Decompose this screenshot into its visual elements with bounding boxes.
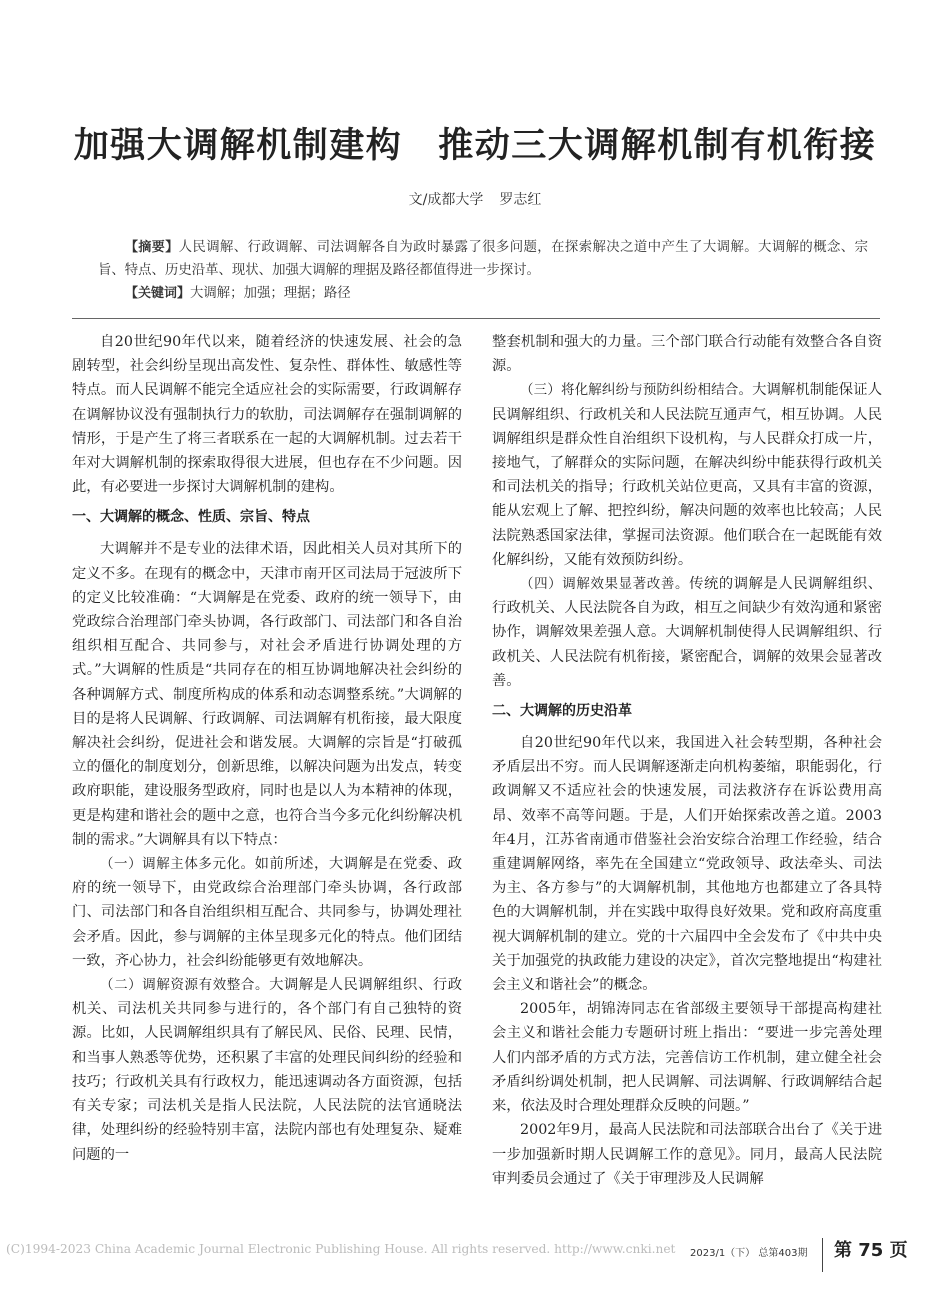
paragraph <box>72 852 462 973</box>
paragraph <box>492 572 882 693</box>
right-column <box>492 330 882 1191</box>
paragraph-continued: 整套机制和强大的力量。三个部门联合行动能有效整合各自资源。 <box>492 334 882 375</box>
author-affiliation: 文/成都大学 <box>408 192 484 208</box>
abstract-block <box>98 236 868 305</box>
url-fragment: http://www.cnki.net <box>554 1242 676 1256</box>
paragraph-text: 大调解是人民调解组织、行政机关、司法机关共同参与进行的，各个部门有自己独特的资源。比如，人民调解组织具有了解民风、民俗、民理、民情，和当事人熟悉等优势，还积累了丰富的处理民间纠纷的经验和技巧；行政机关具有行政权力，能迅速调动各方面资源，包括有关专家；司法机关是指人民法院，人民法院的法官通晓法律，处理纠纷的经验特别丰富，法院内部也有处理复杂、疑难问题的一 <box>72 977 463 1163</box>
abstract <box>98 236 868 282</box>
copyright-text: (C)1994-2023 China Academic Journal Electronic Publishing House. All rights reserved. <box>6 1242 551 1256</box>
paragraph: 大调解并不是专业的法律术语，因此相关人员对其所下的定义不多。在现有的概念中，天津市南开区司法局于冠波所下的定义比较准确：“大调解是在党委、政府的统一领导下，由党政综合治理部门牵头协调，各行政部门、司法部门和各自治组织相互配合、共同参与，对社会矛盾进行协调处理的方式。”大调解的性质是“共同存在的相互协调地解决社会纠纷的各种调解方式、制度所构成的体系和动态调整系统。”大调解的目的是将人民调解、行政调解、司法调解有机衔接，最大限度解决社会纠纷，促进社会和谐发展。大调解的宗旨是“打破孤立的僵化的制度划分，创新思维，以解决问题为出发点，转变政府职能，建设服务型政府，同时也是以人为本精神的体现，更是构建和谐社会的题中之意，也符合当今多元化纠纷解决机制的需求。”大调解具有以下特点： <box>72 541 462 848</box>
title-part-1: 加强大调解机制建构 <box>73 125 403 166</box>
subheading-lead: （三）将化解纠纷与预防纠纷相结合。 <box>520 382 753 399</box>
footer-divider <box>822 1238 823 1272</box>
title-part-2: 推动三大调解机制有机衔接 <box>438 125 877 166</box>
author-name: 罗志红 <box>499 192 542 208</box>
page-footer <box>0 1232 950 1272</box>
paragraph: 自20世纪90年代以来，随着经济的快速发展、社会的急剧转型，社会纠纷呈现出高发性、复杂性、群体性、敏感性等特点。而人民调解不能完全适应社会的实际需要，行政调解存在调解协议没有强制执行力的软肋，司法调解存在强制调解的情形，于是产生了将三者联系在一起的大调解机制。过去若干年对大调解机制的探索取得很大进展，但也存在不少问题。因此，有必要进一步探讨大调解机制的建构。 <box>72 334 462 496</box>
copyright-notice <box>6 1242 675 1256</box>
paragraph: 2005年，胡锦涛同志在省部级主要领导干部提高构建社会主义和谐社会能力专题研讨班上指出：“要进一步完善处理人们内部矛盾的方式方法，完善信访工作机制，建立健全社会矛盾纠纷调处机制，把人民调解、司法调解、行政调解结合起来，依法及时合理处理群众反映的问题。” <box>492 1001 882 1115</box>
paragraph-text: 如前所述，大调解是在党委、政府的统一领导下，由党政综合治理部门牵头协调，各行政部门、司法部门和各自治组织相互配合、共同参与，协调处理社会矛盾。因此，参与调解的主体呈现多元化的特点。他们团结一致，齐心协力，社会纠纷能够更有效地解决。 <box>72 856 463 969</box>
section-divider <box>72 318 880 319</box>
subheading-lead: （一）调解主体多元化。 <box>100 856 255 873</box>
keywords <box>98 282 868 305</box>
paragraph <box>72 973 462 1167</box>
author-line <box>0 189 950 209</box>
keywords-label: 【关键词】 <box>125 286 191 301</box>
section-heading: 二、大调解的历史沿革 <box>492 703 632 720</box>
left-column <box>72 330 462 1167</box>
section-heading: 一、大调解的概念、性质、宗旨、特点 <box>72 509 310 526</box>
paragraph <box>492 378 882 572</box>
article-title <box>0 118 950 168</box>
subheading-lead: （四）调解效果显著改善。 <box>520 576 690 593</box>
paragraph: 自20世纪90年代以来，我国进入社会转型期，各种社会矛盾层出不穷。而人民调解逐渐走向机构萎缩，职能弱化，行政调解又不适应社会的快速发展，司法救济存在诉讼费用高昂、效率不高等问题。于是，人们开始探索改善之道。2003年4月，江苏省南通市借鉴社会治安综合治理工作经验，结合重建调解网络，率先在全国建立“党政领导、政法牵头、司法为主、各方参与”的大调解机制，其他地方也都建立了各具特色的大调解机制，并在实践中取得良好效果。党和政府高度重视大调解机制的建立。党的十六届四中全会发布了《中共中央关于加强党的执政能力建设的决定》，首次完整地提出“构建社会主义和谐社会”的概念。 <box>492 735 882 994</box>
paragraph: 2002年9月，最高人民法院和司法部联合出台了《关于进一步加强新时期人民调解工作的意见》。同月，最高人民法院审判委员会通过了《关于审理涉及人民调解 <box>492 1122 882 1187</box>
paragraph-text: 大调解机制能保证人民调解组织、行政机关和人民法院互通声气，相互协调。人民调解组织是群众性自治组织下设机构，与人民群众打成一片，接地气，了解群众的实际问题，在解决纠纷中能获得行政机关和司法机关的指导；行政机关站位更高，又具有丰富的资源，能从宏观上了解、把控纠纷，解决问题的效率也比较高；人民法院熟悉国家法律，掌握司法资源。他们联合在一起既能有效化解纠纷，又能有效预防纠纷。 <box>492 382 883 568</box>
abstract-label: 【摘要】 <box>125 240 179 255</box>
page-number: 第 75 页 <box>834 1240 908 1261</box>
keywords-text: 大调解；加强；理据；路径 <box>190 286 351 301</box>
paragraph-text: 传统的调解是人民调解组织、行政机关、人民法院各自为政，相互之间缺少有效沟通和紧密协作，调解效果差强人意。大调解机制使得人民调解组织、行政机关、人民法院有机衔接，紧密配合，调解的效果会显著改善。 <box>492 576 883 689</box>
subheading-lead: （二）调解资源有效整合。 <box>100 977 270 994</box>
abstract-text: 人民调解、行政调解、司法调解各自为政时暴露了很多问题，在探索解决之道中产生了大调解。大调解的概念、宗旨、特点、历史沿革、现状、加强大调解的理据及路径都值得进一步探讨。 <box>98 240 868 278</box>
issue-info: 2023/1（下） 总第403期 <box>690 1248 808 1259</box>
